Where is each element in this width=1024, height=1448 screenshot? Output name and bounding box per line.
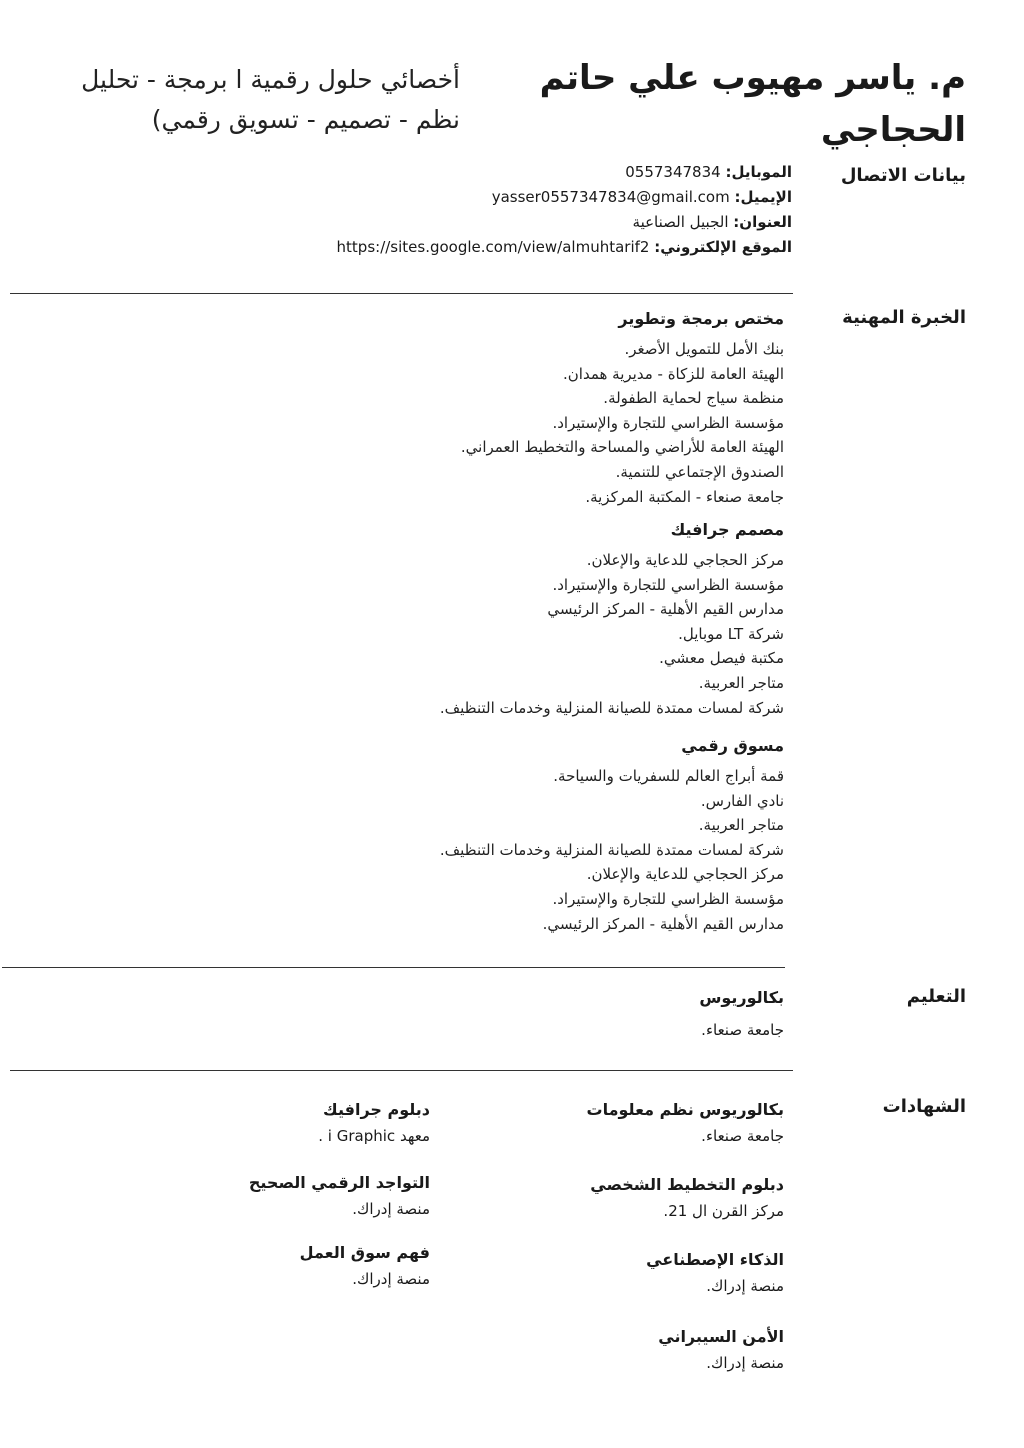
experience-group	[224, 734, 784, 936]
divider	[10, 1070, 793, 1071]
list-item: منظمة سياج لحماية الطفولة.	[603, 389, 784, 408]
job-title: مختص برمجة وتطوير	[618, 309, 784, 328]
subtitle-line-1: أخصائي حلول رقمية ا برمجة - تحليل	[81, 65, 460, 94]
website-label: الموقع الإلكتروني:	[654, 238, 792, 256]
certificate-title: دبلوم جرافيك	[323, 1100, 430, 1119]
contact-details	[232, 160, 792, 260]
list-item: متاجر العربية.	[698, 816, 784, 835]
list-item: شركة لمسات ممتدة للصيانة المنزلية وخدمات التنظيف.	[439, 698, 784, 717]
experience-group	[224, 307, 784, 509]
divider	[2, 967, 785, 968]
list-item: نادي الفارس.	[700, 791, 784, 810]
experience-group	[224, 518, 784, 720]
certificate-title: التواجد الرقمي الصحيح	[248, 1173, 430, 1192]
person-name: م. ياسر مهيوب علي حاتم الحجاجي	[539, 58, 966, 150]
certificate-source: مركز القرن ال 21.	[663, 1202, 784, 1220]
contact-website	[232, 235, 792, 260]
divider	[10, 293, 793, 294]
certificate-entry	[100, 1097, 430, 1149]
list-item: متاجر العربية.	[698, 673, 784, 692]
mobile-label: الموبايل:	[725, 163, 792, 181]
certificate-source: منصة إدراك.	[352, 1200, 430, 1218]
contact-mobile	[232, 160, 792, 185]
list-item: مركز الحجاجي للدعاية والإعلان.	[586, 865, 784, 884]
certificate-entry	[454, 1097, 784, 1149]
contact-section-title: بيانات الاتصال	[840, 165, 966, 186]
list-item: مؤسسة الظراسي للتجارة والإستيراد.	[552, 575, 784, 594]
certificate-entry	[454, 1247, 784, 1299]
certificate-title: بكالوريوس نظم معلومات	[586, 1100, 784, 1119]
list-item: مكتبة فيصل معشي.	[659, 649, 784, 668]
education-entry	[224, 985, 784, 1043]
email-label: الإيميل:	[734, 188, 792, 206]
education-section-title: التعليم	[906, 986, 966, 1007]
list-item: مؤسسة الظراسي للتجارة والإستيراد.	[552, 413, 784, 432]
list-item: شركة LT موبايل.	[678, 624, 784, 643]
address-value: الجبيل الصناعية	[632, 213, 729, 231]
job-title: مصمم جرافيك	[670, 520, 784, 539]
contact-email	[232, 185, 792, 210]
list-item: بنك الأمل للتمويل الأصغر.	[624, 340, 784, 358]
certificate-source: منصة إدراك.	[706, 1354, 784, 1372]
list-item: قمة أبراج العالم للسفريات والسياحة.	[553, 767, 784, 785]
address-label: العنوان:	[733, 213, 792, 231]
experience-section-title: الخبرة المهنية	[842, 307, 966, 328]
email-value[interactable]: yasser0557347834@gmail.com	[491, 188, 730, 206]
website-link[interactable]: https://sites.google.com/view/almuhtarif2	[336, 238, 650, 256]
certificate-source: جامعة صنعاء.	[701, 1127, 784, 1145]
certificate-entry	[100, 1170, 430, 1222]
certificate-source: منصة إدراك.	[352, 1270, 430, 1288]
list-item: الهيئة العامة للأراضي والمساحة والتخطيط العمراني.	[460, 438, 784, 457]
list-item: الصندوق الإجتماعي للتنمية.	[615, 462, 784, 481]
certificate-source: معهد i Graphic .	[318, 1127, 430, 1145]
certificate-entry	[454, 1172, 784, 1224]
mobile-value: 0557347834	[625, 163, 721, 181]
certificate-title: فهم سوق العمل	[299, 1243, 430, 1262]
certificate-title: الأمن السيبراني	[658, 1327, 784, 1346]
contact-address	[232, 210, 792, 235]
certificate-entry	[454, 1324, 784, 1376]
degree-institution: جامعة صنعاء.	[701, 1021, 784, 1039]
list-item: مركز الحجاجي للدعاية والإعلان.	[586, 551, 784, 569]
certificate-entry	[100, 1240, 430, 1292]
list-item: مدارس القيم الأهلية - المركز الرئيسي.	[542, 914, 784, 933]
list-item: مؤسسة الظراسي للتجارة والإستيراد.	[552, 889, 784, 908]
job-title: مسوق رقمي	[681, 736, 784, 755]
job-subtitle	[40, 60, 460, 140]
certificate-source: منصة إدراك.	[706, 1277, 784, 1295]
list-item: مدارس القيم الأهلية - المركز الرئيسي	[547, 600, 784, 619]
list-item: شركة لمسات ممتدة للصيانة المنزلية وخدمات التنظيف.	[439, 840, 784, 859]
certificate-title: دبلوم التخطيط الشخصي	[590, 1175, 784, 1194]
certificate-title: الذكاء الإصطناعي	[646, 1250, 784, 1269]
list-item: الهيئة العامة للزكاة - مديرية همدان.	[563, 364, 784, 383]
certificates-section-title: الشهادات	[882, 1096, 966, 1117]
list-item: جامعة صنعاء - المكتبة المركزية.	[585, 487, 784, 506]
degree-title: بكالوريوس	[699, 988, 784, 1007]
subtitle-line-2: نظم - تصميم - تسويق رقمي)	[151, 105, 460, 134]
